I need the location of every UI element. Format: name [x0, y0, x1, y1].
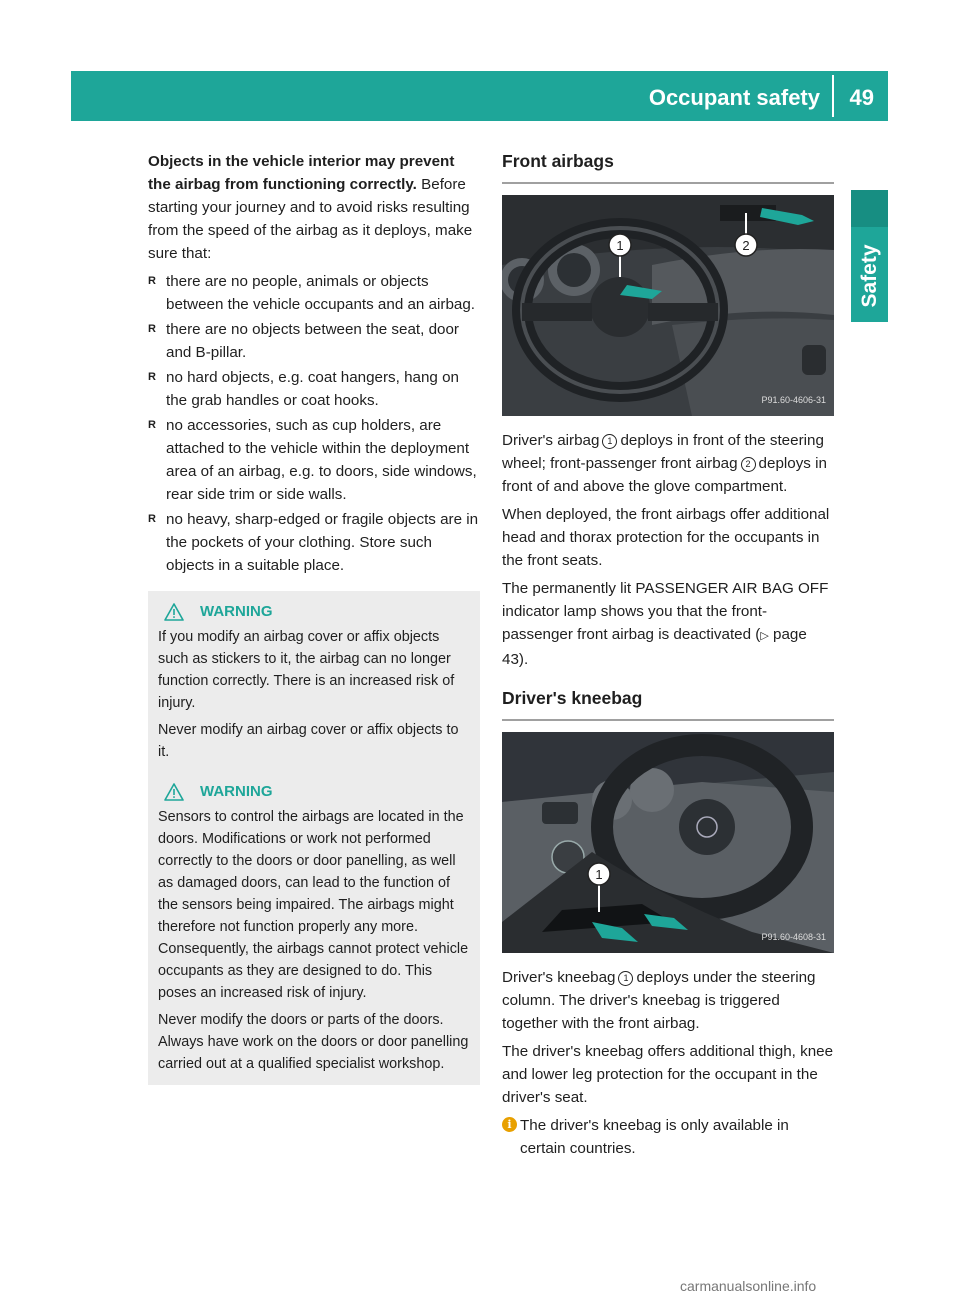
warning-text: If you modify an airbag cover or affix objects such as stickers to it, the airbag can no longer function correctly. There is an increased risk of injury. [158, 629, 455, 711]
checklist [148, 270, 480, 577]
text-run: Driver's airbag [502, 432, 600, 449]
info-text: The driver's kneebag is only available in certain countries. [520, 1117, 789, 1157]
warning-triangle-icon [164, 783, 184, 801]
list-item: R there are no people, animals or objects between the vehicle occupants and an airbag. [148, 270, 480, 316]
warning-triangle-icon [164, 603, 184, 621]
page-number: 49 [849, 85, 874, 110]
list-item: R there are no objects between the seat, door and B-pillar. [148, 318, 480, 364]
passenger-airbag-off-text [502, 577, 834, 671]
kneebag-illustration [502, 732, 834, 953]
text-run: deploys in front of the steering wheel; front-passenger front airbag [502, 432, 824, 472]
front-airbags-image [502, 195, 834, 416]
intro-bold: Objects in the vehicle interior may prevent the airbag from functioning correctly. [148, 153, 455, 193]
warning-text: Never modify an airbag cover or affix objects to it. [158, 722, 459, 760]
callout-1-label: 1 [595, 867, 603, 882]
cockpit-illustration [502, 195, 834, 416]
chapter-tab-label: Safety [857, 244, 881, 308]
left-column [148, 150, 480, 579]
kneebag-heading: Driver's kneebag [502, 687, 834, 721]
warning-box-airbag-cover [148, 591, 480, 773]
warning-label: WARNING [200, 603, 273, 620]
kneebag-image [502, 732, 834, 953]
kneebag-paragraph [502, 966, 834, 1035]
callout-ref-1: 1 [618, 971, 633, 986]
info-note [502, 1114, 834, 1160]
page-ref-link[interactable]: page 43). [502, 626, 807, 668]
kneebag-protection: The driver's kneebag offers additional thigh, knee and lower leg protection for the occupant in the driver's seat. [502, 1043, 834, 1106]
list-item: R no accessories, such as cup holders, are attached to the vehicle within the deployment area of an airbag, e.g. to doors, side windows, rear side trim or side walls. [148, 414, 480, 506]
header-bar [71, 71, 888, 121]
text-run: deploys under the steering column. The driver's kneebag is triggered together with the front airbag. [502, 969, 816, 1032]
right-column [502, 150, 834, 1165]
warning-heading [158, 781, 471, 803]
page-ref-arrow-icon: ▷ [760, 630, 769, 642]
warning-label: WARNING [200, 783, 273, 800]
callout-ref-2: 2 [741, 457, 756, 472]
text-run: Driver's kneebag [502, 969, 616, 986]
info-icon: i [502, 1117, 517, 1132]
text-run: deploys in front of and above the glove compartment. [502, 455, 827, 495]
warning-text: Sensors to control the airbags are located in the doors. Modifications or work not performed correctly to the doors or door panelling, as well as damaged doors, can lead to the function of the sensors being impaired. The airbags might therefore not function properly any more. Consequently, the airbags cannot protect vehicle occupants as they are designed to do. This poses an increased risk of injury. [158, 809, 469, 1001]
warning-heading [158, 601, 471, 623]
chapter-tab-label-box [851, 232, 888, 320]
intro-paragraph [148, 150, 480, 265]
front-airbags-paragraph [502, 429, 834, 498]
callout-1-label: 1 [616, 238, 624, 253]
warning-box-door-sensors [148, 771, 480, 1085]
callout-2-label: 2 [742, 238, 750, 253]
image-code: P91.60-4608-31 [761, 932, 826, 942]
text-run: The permanently lit PASSENGER AIR BAG OFF indicator lamp shows you that the front-passenger front airbag is deactivated ( [502, 580, 829, 643]
image-code: P91.60-4606-31 [761, 395, 826, 405]
header-divider [832, 75, 834, 117]
front-airbags-heading: Front airbags [502, 150, 834, 184]
section-title: Occupant safety [648, 85, 820, 110]
front-airbags-protection: When deployed, the front airbags offer additional head and thorax protection for the occupants in the front seats. [502, 506, 830, 569]
chapter-tab-marker [851, 190, 888, 227]
intro-rest: Before starting your journey and to avoid risks resulting from the speed of the airbag as it deploys, make sure that: [148, 176, 473, 262]
watermark: carmanualsonline.info [680, 1278, 817, 1294]
list-item: R no hard objects, e.g. coat hangers, hang on the grab handles or coat hooks. [148, 366, 480, 412]
warning-text: Never modify the doors or parts of the doors. Always have work on the doors or door panelling carried out at a qualified specialist workshop. [158, 1012, 469, 1072]
list-item: R no heavy, sharp-edged or fragile objects are in the pockets of your clothing. Store such objects in a suitable place. [148, 508, 480, 577]
callout-ref-1: 1 [602, 434, 617, 449]
